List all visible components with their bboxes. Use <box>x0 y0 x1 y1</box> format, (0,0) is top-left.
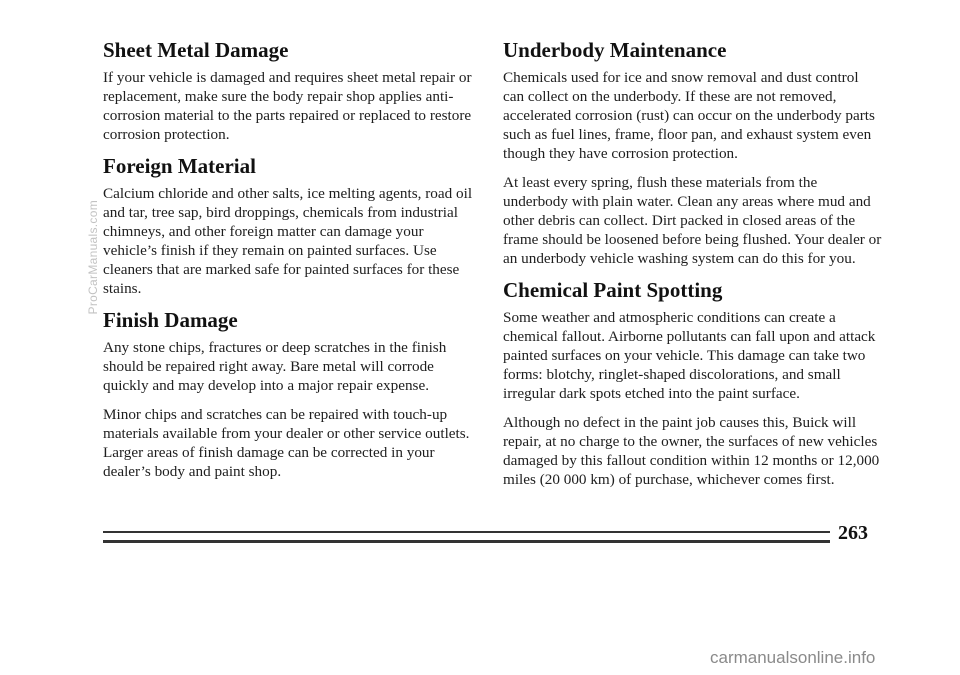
section-paragraph: Calcium chloride and other salts, ice melting agents, road oil and tar, tree sap, bird droppings, chemicals from industrial chimneys, and other foreign matter can damage your vehicle’s finish if they remain on painted surfaces. Use cleaners that are marked safe for painted surfaces for these stains. <box>103 185 473 297</box>
footer-rule-bottom <box>103 540 830 543</box>
section-heading: Chemical Paint Spotting <box>503 278 723 302</box>
page-number: 263 <box>838 522 868 544</box>
left-column <box>103 38 475 491</box>
section-underbody-maintenance <box>503 38 883 268</box>
right-column <box>503 38 883 499</box>
section-chemical-paint-spotting <box>503 278 883 489</box>
section-paragraph: Some weather and atmospheric conditions can create a chemical fallout. Airborne pollutants can fall upon and attack painted surfaces on your vehicle. This damage can take two forms: blotchy, ringlet-shaped discolorations, and small irregular dark spots etched into the paint surface. <box>503 309 876 402</box>
section-finish-damage <box>103 308 475 481</box>
section-heading: Foreign Material <box>103 154 256 178</box>
section-heading: Sheet Metal Damage <box>103 38 289 62</box>
section-heading: Underbody Maintenance <box>503 38 727 62</box>
section-paragraph: At least every spring, flush these materials from the underbody with plain water. Clean any areas where mud and other debris can collect. Dirt packed in closed areas of the frame should be loosened before being flushed. Your dealer or an underbody vehicle washing system can do this for you. <box>503 174 882 267</box>
section-paragraph: Chemicals used for ice and snow removal and dust control can collect on the underbody. If these are not removed, accelerated corrosion (rust) can occur on the underbody parts such as fuel lines, frame, floor pan, and exhaust system even though they have corrosion protection. <box>503 69 875 162</box>
section-heading: Finish Damage <box>103 308 238 332</box>
watermark-bottom: carmanualsonline.info <box>710 648 876 667</box>
section-paragraph: Minor chips and scratches can be repaired with touch-up materials available from your dealer or other service outlets. Larger areas of finish damage can be corrected in your dealer’s body and paint shop. <box>103 406 470 480</box>
section-paragraph: Although no defect in the paint job causes this, Buick will repair, at no charge to the owner, the surfaces of new vehicles damaged by this fallout condition within 12 months or 12,000 miles (20 000 km) of purchase, whichever comes first. <box>503 414 880 488</box>
section-paragraph: If your vehicle is damaged and requires sheet metal repair or replacement, make sure the body repair shop applies anti-corrosion material to the parts repaired or replaced to restore corrosion protection. <box>103 69 472 143</box>
watermark-vertical: ProCarManuals.com <box>86 200 100 315</box>
section-foreign-material <box>103 154 475 298</box>
section-sheet-metal-damage <box>103 38 475 144</box>
footer-rule-top <box>103 531 830 533</box>
section-paragraph: Any stone chips, fractures or deep scratches in the finish should be repaired right away. Bare metal will corrode quickly and may develop into a major repair expense. <box>103 339 447 394</box>
